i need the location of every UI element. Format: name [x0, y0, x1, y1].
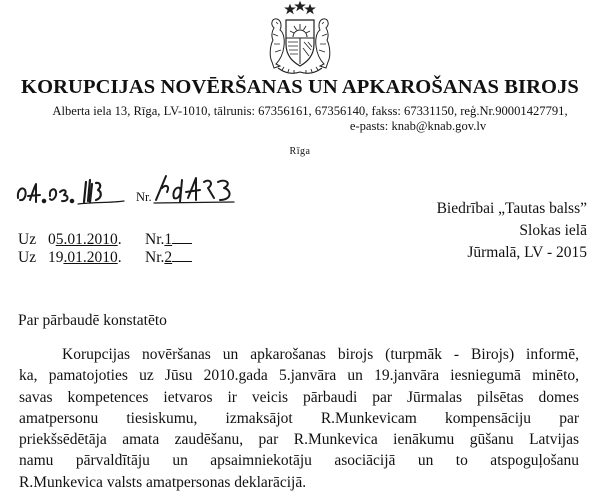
subject-line: Par pārbaudē konstatēto	[18, 312, 167, 329]
reference-line-1	[18, 231, 122, 249]
reference-nr-label: Nr.	[145, 249, 165, 266]
recipient-name: Biedrībai „Tautas balss”	[436, 200, 587, 217]
city-label: Rīga	[289, 146, 311, 157]
reference-nr-value: 1	[164, 231, 173, 248]
address-line: Alberta iela 13, Rīga, LV-1010, tālrunis: 67356161, 67356140, fakss: 67331150, reģ.Nr.90001427791,	[52, 104, 568, 118]
body-line: namu pārvaldītāju un apsaimniekotāju asociācijā un to atspoguļošanu	[19, 452, 579, 470]
body-paragraph	[19, 344, 579, 493]
star-icon	[306, 5, 315, 13]
email-line: e-pasts: knab@knab.gov.lv	[349, 119, 487, 133]
reference-nr-label: Nr.	[145, 231, 165, 248]
body-line: ka, pamatojoties uz Jūsu 2010.gada 5.janvāra un 19.janvāra iesniegumā minēto,	[19, 367, 579, 385]
recipient-street: Slokas ielā	[519, 222, 587, 239]
reference-nr-value: 2	[164, 249, 173, 266]
reference-date-trail: .	[117, 231, 122, 248]
reference-number-2	[145, 249, 192, 267]
handwritten-registration-number	[152, 172, 242, 208]
recipient-city: Jūrmalā, LV - 2015	[467, 244, 587, 261]
reference-number-1	[145, 231, 192, 249]
body-line: amatpersonu tiesiskumu, izmaksājot R.Munkevicam kompensāciju par	[19, 409, 579, 427]
coat-of-arms-icon	[264, 0, 336, 76]
organization-name: KORUPCIJAS NOVĒRŠANAS UN APKAROŠANAS BIROJS	[21, 76, 579, 98]
body-line: savas kompetences ietvaros ir veicis pārbaudi par Jūrmalas pilsētas domes	[19, 388, 579, 406]
reference-uz-label: Uz	[18, 231, 37, 248]
handwritten-date-signature	[14, 174, 142, 210]
reference-line-2	[18, 249, 122, 267]
star-icon	[286, 5, 295, 13]
reference-date-plain: 0	[47, 231, 56, 248]
body-line: R.Munkevica valsts amatpersonas deklarācijā.	[19, 473, 307, 491]
registration-number-label: Nr.	[136, 190, 152, 204]
reference-date-trail: .	[117, 249, 122, 266]
reference-date-plain: 19	[47, 249, 64, 266]
body-line: Korupcijas novēršanas un apkarošanas birojs (turpmāk - Birojs) informē,	[62, 346, 579, 363]
reference-date: .01.2010	[63, 249, 118, 266]
body-line: priekšsēdētāja amata zaudēšanu, par R.Munkevica ienākumu gūšanu Latvijas	[19, 431, 579, 449]
reference-date: 5.01.2010	[55, 231, 118, 248]
reference-uz-label: Uz	[18, 249, 37, 266]
star-icon	[296, 2, 305, 10]
